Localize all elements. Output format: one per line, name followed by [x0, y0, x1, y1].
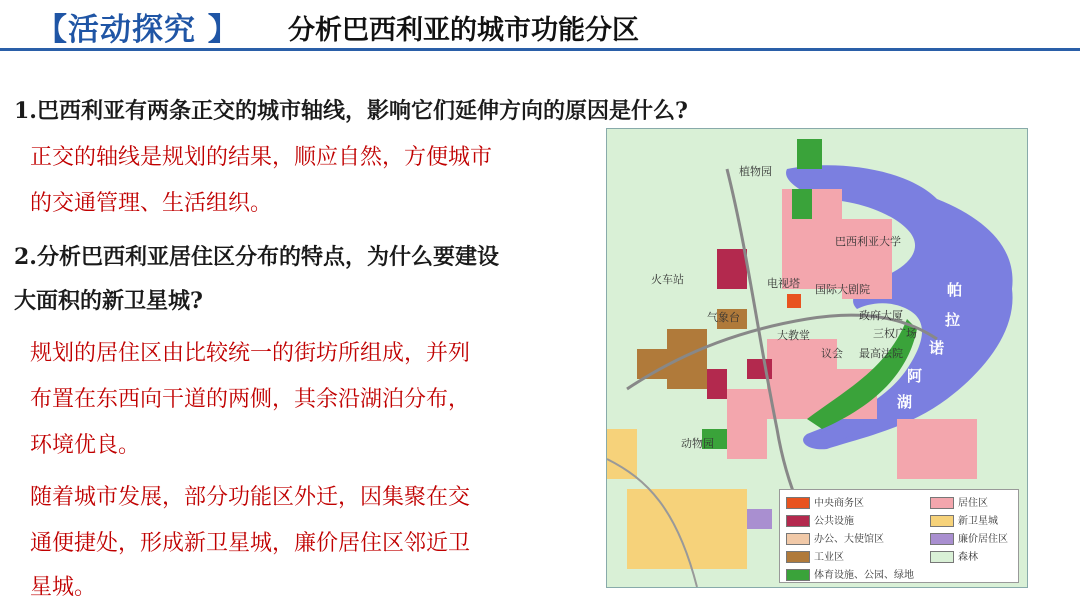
legend-swatch [930, 533, 954, 545]
page-title: 分析巴西利亚的城市功能分区 [288, 15, 639, 46]
map-label: 火车站 [651, 273, 684, 286]
legend-swatch [786, 497, 810, 509]
answer-3-line-2: 通便捷处，形成新卫星城，廉价居住区邻近卫 [30, 531, 471, 556]
header-divider [0, 48, 1080, 51]
legend-item: 居住区 [930, 494, 988, 509]
map-legend [779, 489, 1019, 583]
legend-item: 公共设施 [786, 512, 854, 527]
question-2-line-2: 大面积的新卫星城? [14, 288, 203, 314]
legend-swatch [786, 515, 810, 527]
answer-2-line-3: 环境优良。 [30, 433, 141, 458]
activity-tag: 【活动探究 】 [36, 12, 240, 48]
map-label: 最高法院 [859, 347, 903, 360]
map-label: 电视塔 [767, 277, 800, 290]
header [0, 0, 1080, 50]
legend-swatch [786, 551, 810, 563]
answer-2-line-1: 规划的居住区由比较统一的街坊所组成，并列 [30, 341, 471, 366]
question-1: 1.巴西利亚有两条正交的城市轴线，影响它们延伸方向的原因是什么? [14, 98, 688, 124]
lake-label: 阿 [907, 367, 923, 385]
answer-3-line-1: 随着城市发展，部分功能区外迁，因集聚在交 [30, 485, 471, 510]
legend-item: 森林 [930, 548, 978, 563]
legend-swatch [930, 515, 954, 527]
lake-label: 湖 [897, 393, 913, 411]
map-label: 国际大剧院 [815, 283, 870, 296]
map-label: 大教堂 [777, 329, 810, 342]
legend-item: 新卫星城 [930, 512, 998, 527]
answer-2-line-2: 布置在东西向干道的两侧，其余沿湖泊分布， [30, 387, 471, 412]
map-label: 植物园 [739, 165, 772, 178]
map-label: 巴西利亚大学 [835, 235, 901, 248]
legend-item: 工业区 [786, 548, 844, 563]
lake-label: 帕 [947, 281, 963, 299]
brasilia-zoning-map [606, 128, 1028, 588]
legend-swatch [786, 533, 810, 545]
answer-3-line-3: 星城。 [30, 575, 97, 600]
legend-swatch [930, 551, 954, 563]
answer-1-line-1: 正交的轴线是规划的结果，顺应自然，方便城市 [30, 145, 493, 170]
legend-item: 体育设施、公园、绿地 [786, 566, 914, 581]
answer-1-line-2: 的交通管理、生活组织。 [30, 191, 273, 216]
question-2-line-1: 2.分析巴西利亚居住区分布的特点，为什么要建设 [14, 244, 499, 270]
map-label: 三权广场 [873, 327, 917, 340]
map-label: 议会 [821, 347, 843, 360]
legend-item: 中央商务区 [786, 494, 864, 509]
lake-label: 诺 [929, 339, 945, 357]
legend-item: 办公、大使馆区 [786, 530, 884, 545]
map-label: 动物园 [681, 437, 714, 450]
legend-swatch [786, 569, 810, 581]
map-label: 气象台 [707, 311, 740, 324]
lake-label: 拉 [945, 311, 961, 329]
legend-item: 廉价居住区 [930, 530, 1008, 545]
map-label: 政府大厦 [859, 309, 903, 322]
legend-swatch [930, 497, 954, 509]
